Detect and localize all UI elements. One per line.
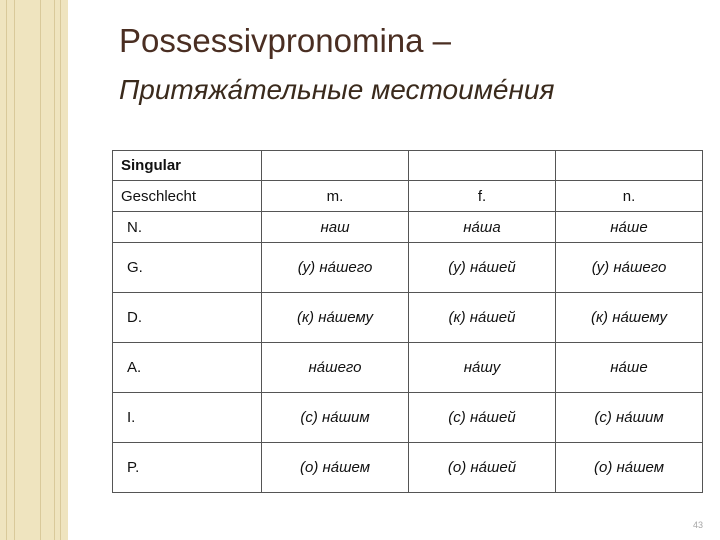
case-label: P. bbox=[113, 443, 262, 493]
form-cell: (у) на́шей bbox=[409, 243, 556, 293]
form-cell: (у) на́шего bbox=[556, 243, 703, 293]
slide-subtitle: Притяжа́тельные местоиме́ния bbox=[119, 74, 555, 105]
header-cell bbox=[409, 151, 556, 181]
table-header-row-number bbox=[113, 151, 703, 181]
table-row bbox=[113, 343, 703, 393]
form-cell: на́шего bbox=[262, 343, 409, 393]
table-row bbox=[113, 393, 703, 443]
table-row bbox=[113, 243, 703, 293]
header-cell-neuter: n. bbox=[556, 181, 703, 212]
form-cell: на́ше bbox=[556, 212, 703, 243]
table-row bbox=[113, 293, 703, 343]
form-cell: (к) на́шему bbox=[262, 293, 409, 343]
form-cell: (о) на́шем bbox=[262, 443, 409, 493]
form-cell: (с) на́шим bbox=[556, 393, 703, 443]
form-cell: на́шу bbox=[409, 343, 556, 393]
form-cell: (к) на́шей bbox=[409, 293, 556, 343]
form-cell: (о) на́шей bbox=[409, 443, 556, 493]
form-cell: наш bbox=[262, 212, 409, 243]
header-cell-feminine: f. bbox=[409, 181, 556, 212]
form-cell: (с) на́шим bbox=[262, 393, 409, 443]
header-cell bbox=[556, 151, 703, 181]
form-cell: (у) на́шего bbox=[262, 243, 409, 293]
slide-title: Possessivpronomina – bbox=[119, 22, 451, 59]
form-cell: на́ша bbox=[409, 212, 556, 243]
table-row bbox=[113, 212, 703, 243]
decorative-side-band bbox=[0, 0, 68, 540]
case-label: D. bbox=[113, 293, 262, 343]
declension-table bbox=[112, 150, 703, 493]
header-cell-masculine: m. bbox=[262, 181, 409, 212]
form-cell: (к) на́шему bbox=[556, 293, 703, 343]
header-cell: Singular bbox=[113, 151, 262, 181]
table-row bbox=[113, 443, 703, 493]
case-label: G. bbox=[113, 243, 262, 293]
case-label: N. bbox=[113, 212, 262, 243]
form-cell: на́ше bbox=[556, 343, 703, 393]
form-cell: (с) на́шей bbox=[409, 393, 556, 443]
form-cell: (о) на́шем bbox=[556, 443, 703, 493]
case-label: I. bbox=[113, 393, 262, 443]
header-cell: Geschlecht bbox=[113, 181, 262, 212]
table-header-row-gender bbox=[113, 181, 703, 212]
page-number: 43 bbox=[692, 520, 703, 530]
case-label: A. bbox=[113, 343, 262, 393]
header-cell bbox=[262, 151, 409, 181]
